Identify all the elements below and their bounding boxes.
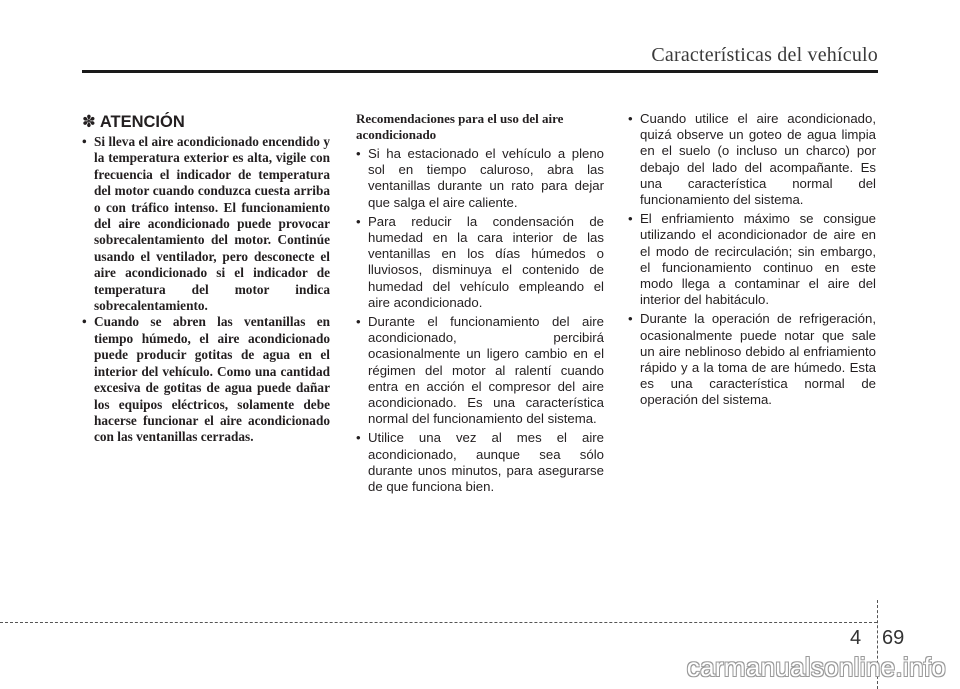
recommendations-list bbox=[356, 146, 604, 495]
list-item-text: Utilice una vez al mes el aire acondicionado, aunque sea sólo durante unos minutos, para asegurarse de que funciona bien. bbox=[368, 430, 604, 495]
bullet: • bbox=[628, 111, 633, 126]
warning-heading-text: ATENCIÓN bbox=[99, 113, 185, 131]
tips-column bbox=[628, 111, 876, 412]
asterisk-cross-icon: ✽ bbox=[82, 113, 96, 131]
bullet: • bbox=[356, 146, 361, 161]
footer-rule bbox=[0, 622, 877, 623]
bullet: • bbox=[82, 314, 87, 330]
bullet: • bbox=[82, 134, 87, 149]
list-item bbox=[628, 111, 876, 208]
bullet: • bbox=[356, 430, 361, 446]
list-item-text: Si ha estacionado el vehículo a pleno sol en tiempo caluroso, abra las ventanillas durante un rato para dejar que salga el aire caliente. bbox=[368, 146, 604, 210]
bullet: • bbox=[356, 213, 361, 229]
warning-list bbox=[82, 134, 330, 446]
recommendations-column bbox=[356, 111, 604, 498]
list-item bbox=[628, 311, 876, 408]
list-item-text: Para reducir la condensación de humedad en la cara interior de las ventanillas en los días húmedos o lluviosos, disminuya el contenido de humedad del vehículo empleando el aire acondicionado. bbox=[368, 213, 604, 310]
list-item-text: Durante el funcionamiento del aire acondicionado, percibirá ocasionalmente un ligero cambio en el régimen del motor al ralentí cuando entra en acción el compresor del aire acondicionado. Es una característica normal del funcionamiento del sistema. bbox=[368, 314, 604, 427]
list-item-text: Cuando utilice el aire acondicionado, quizá observe un goteo de agua limpia en el suelo (o incluso un charco) por debajo del lado del acompañante. Es una característica normal del funcionamiento del sistema. bbox=[640, 111, 876, 208]
chapter-number: 4 bbox=[850, 627, 862, 649]
page-header-title: Características del vehículo bbox=[651, 44, 878, 66]
list-item-text: Si lleva el aire acondicionado encendido y la temperatura exterior es alta, vigile con frecuencia el indicador de temperatura del motor cuando conduzca cuesta arriba o con tráfico intenso. El funcionamiento del aire acondicionado puede provocar sobrecalentamiento del motor. Continúe usando el ventilador, pero desconecte el aire acondicionado si el indicador de temperatura del motor indica sobrecalentamiento. bbox=[94, 134, 330, 314]
header-rule bbox=[82, 70, 878, 73]
list-item-text: El enfriamiento máximo se consigue utilizando el acondicionador de aire en el modo de recirculación; sin embargo, el funcionamiento continuo en este modo llega a contaminar el aire del interior del habitáculo. bbox=[640, 211, 876, 308]
warning-heading bbox=[82, 112, 330, 132]
page-number: 69 bbox=[882, 627, 905, 649]
list-item bbox=[82, 134, 330, 314]
list-item-text: Durante la operación de refrigeración, ocasionalmente puede notar que sale un aire neblinoso debido al enfriamiento rápido y a la toma de are húmedo. Esta es una característica normal de operación del sistema. bbox=[640, 311, 876, 408]
recommendations-heading: Recomendaciones para el uso del aire acondicionado bbox=[356, 111, 564, 142]
bullet: • bbox=[628, 311, 633, 327]
list-item bbox=[82, 314, 330, 445]
bullet: • bbox=[356, 314, 361, 330]
watermark: carmanualsonline.info bbox=[686, 652, 946, 682]
list-item bbox=[356, 214, 604, 311]
bullet: • bbox=[628, 211, 633, 227]
list-item bbox=[356, 314, 604, 427]
list-item bbox=[356, 430, 604, 495]
list-item bbox=[628, 211, 876, 308]
warning-column bbox=[82, 112, 330, 446]
tips-list bbox=[628, 111, 876, 409]
list-item-text: Cuando se abren las ventanillas en tiempo húmedo, el aire acondicionado puede producir gotitas de agua en el interior del vehículo. Como una cantidad excesiva de gotitas de agua puede dañar los equipos eléctricos, solamente debe hacerse funcionar el aire acondicionado con las ventanillas cerradas. bbox=[94, 314, 330, 445]
list-item bbox=[356, 146, 604, 211]
